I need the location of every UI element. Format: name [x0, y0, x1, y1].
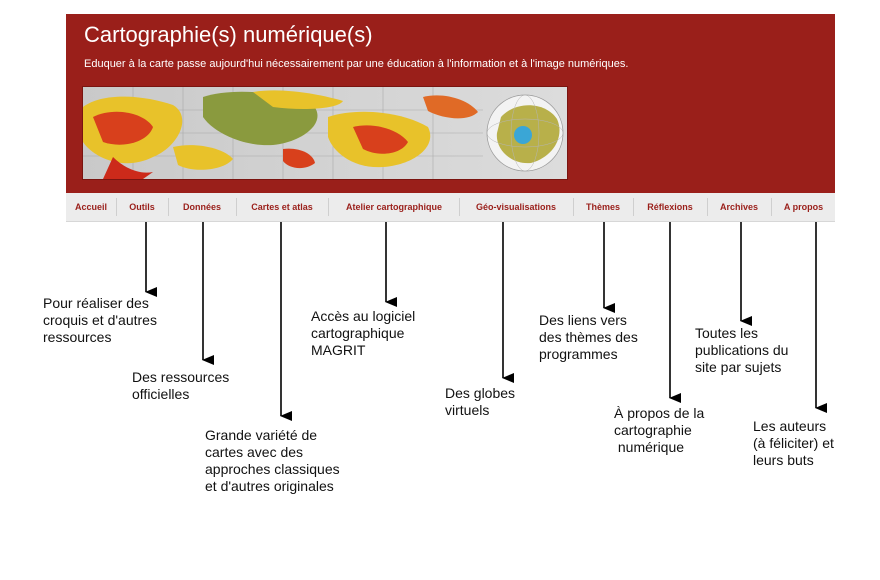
annotation-archives: Toutes les publications du site par sujets — [695, 325, 789, 375]
nav-item-accueil[interactable]: Accueil — [74, 202, 107, 212]
annotation-apropos: Les auteurs (à féliciter) et leurs buts — [753, 418, 834, 468]
nav-item-reflexions[interactable]: Réflexions — [647, 202, 693, 212]
annotation-cartes: Grande variété de cartes avec des approches classiques et d'autres originales — [205, 427, 340, 494]
nav-item-cartes-et-atlas[interactable]: Cartes et atlas — [251, 202, 313, 212]
annotation-outils: Pour réaliser des croquis et d'autres ressources — [43, 295, 157, 345]
annotation-geo: Des globes virtuels — [445, 385, 516, 418]
nav-item-a-propos[interactable]: A propos — [783, 202, 824, 212]
site-title[interactable]: Cartographie(s) numérique(s) — [84, 22, 373, 47]
annotation-themes: Des liens vers des thèmes des programmes — [539, 312, 638, 362]
annotation-reflexions: À propos de la cartographie numérique — [614, 405, 705, 455]
annotation-atelier: Accès au logiciel cartographique MAGRIT — [311, 308, 416, 358]
annotation-donnees: Des ressources officielles — [132, 369, 230, 402]
nav-item-atelier-cartographique[interactable]: Atelier cartographique — [345, 202, 443, 212]
nav-item-outils[interactable]: Outils — [129, 202, 155, 212]
nav-item-geo-visualisations[interactable]: Géo-visualisations — [475, 202, 557, 212]
site-subtitle: Eduquer à la carte passe aujourd'hui nécessairement par une éducation à l'information et à l'image numériques. — [84, 58, 629, 70]
nav-item-archives[interactable]: Archives — [719, 202, 759, 212]
nav-item-donnees[interactable]: Données — [182, 202, 221, 212]
nav-item-themes[interactable]: Thèmes — [585, 202, 620, 212]
